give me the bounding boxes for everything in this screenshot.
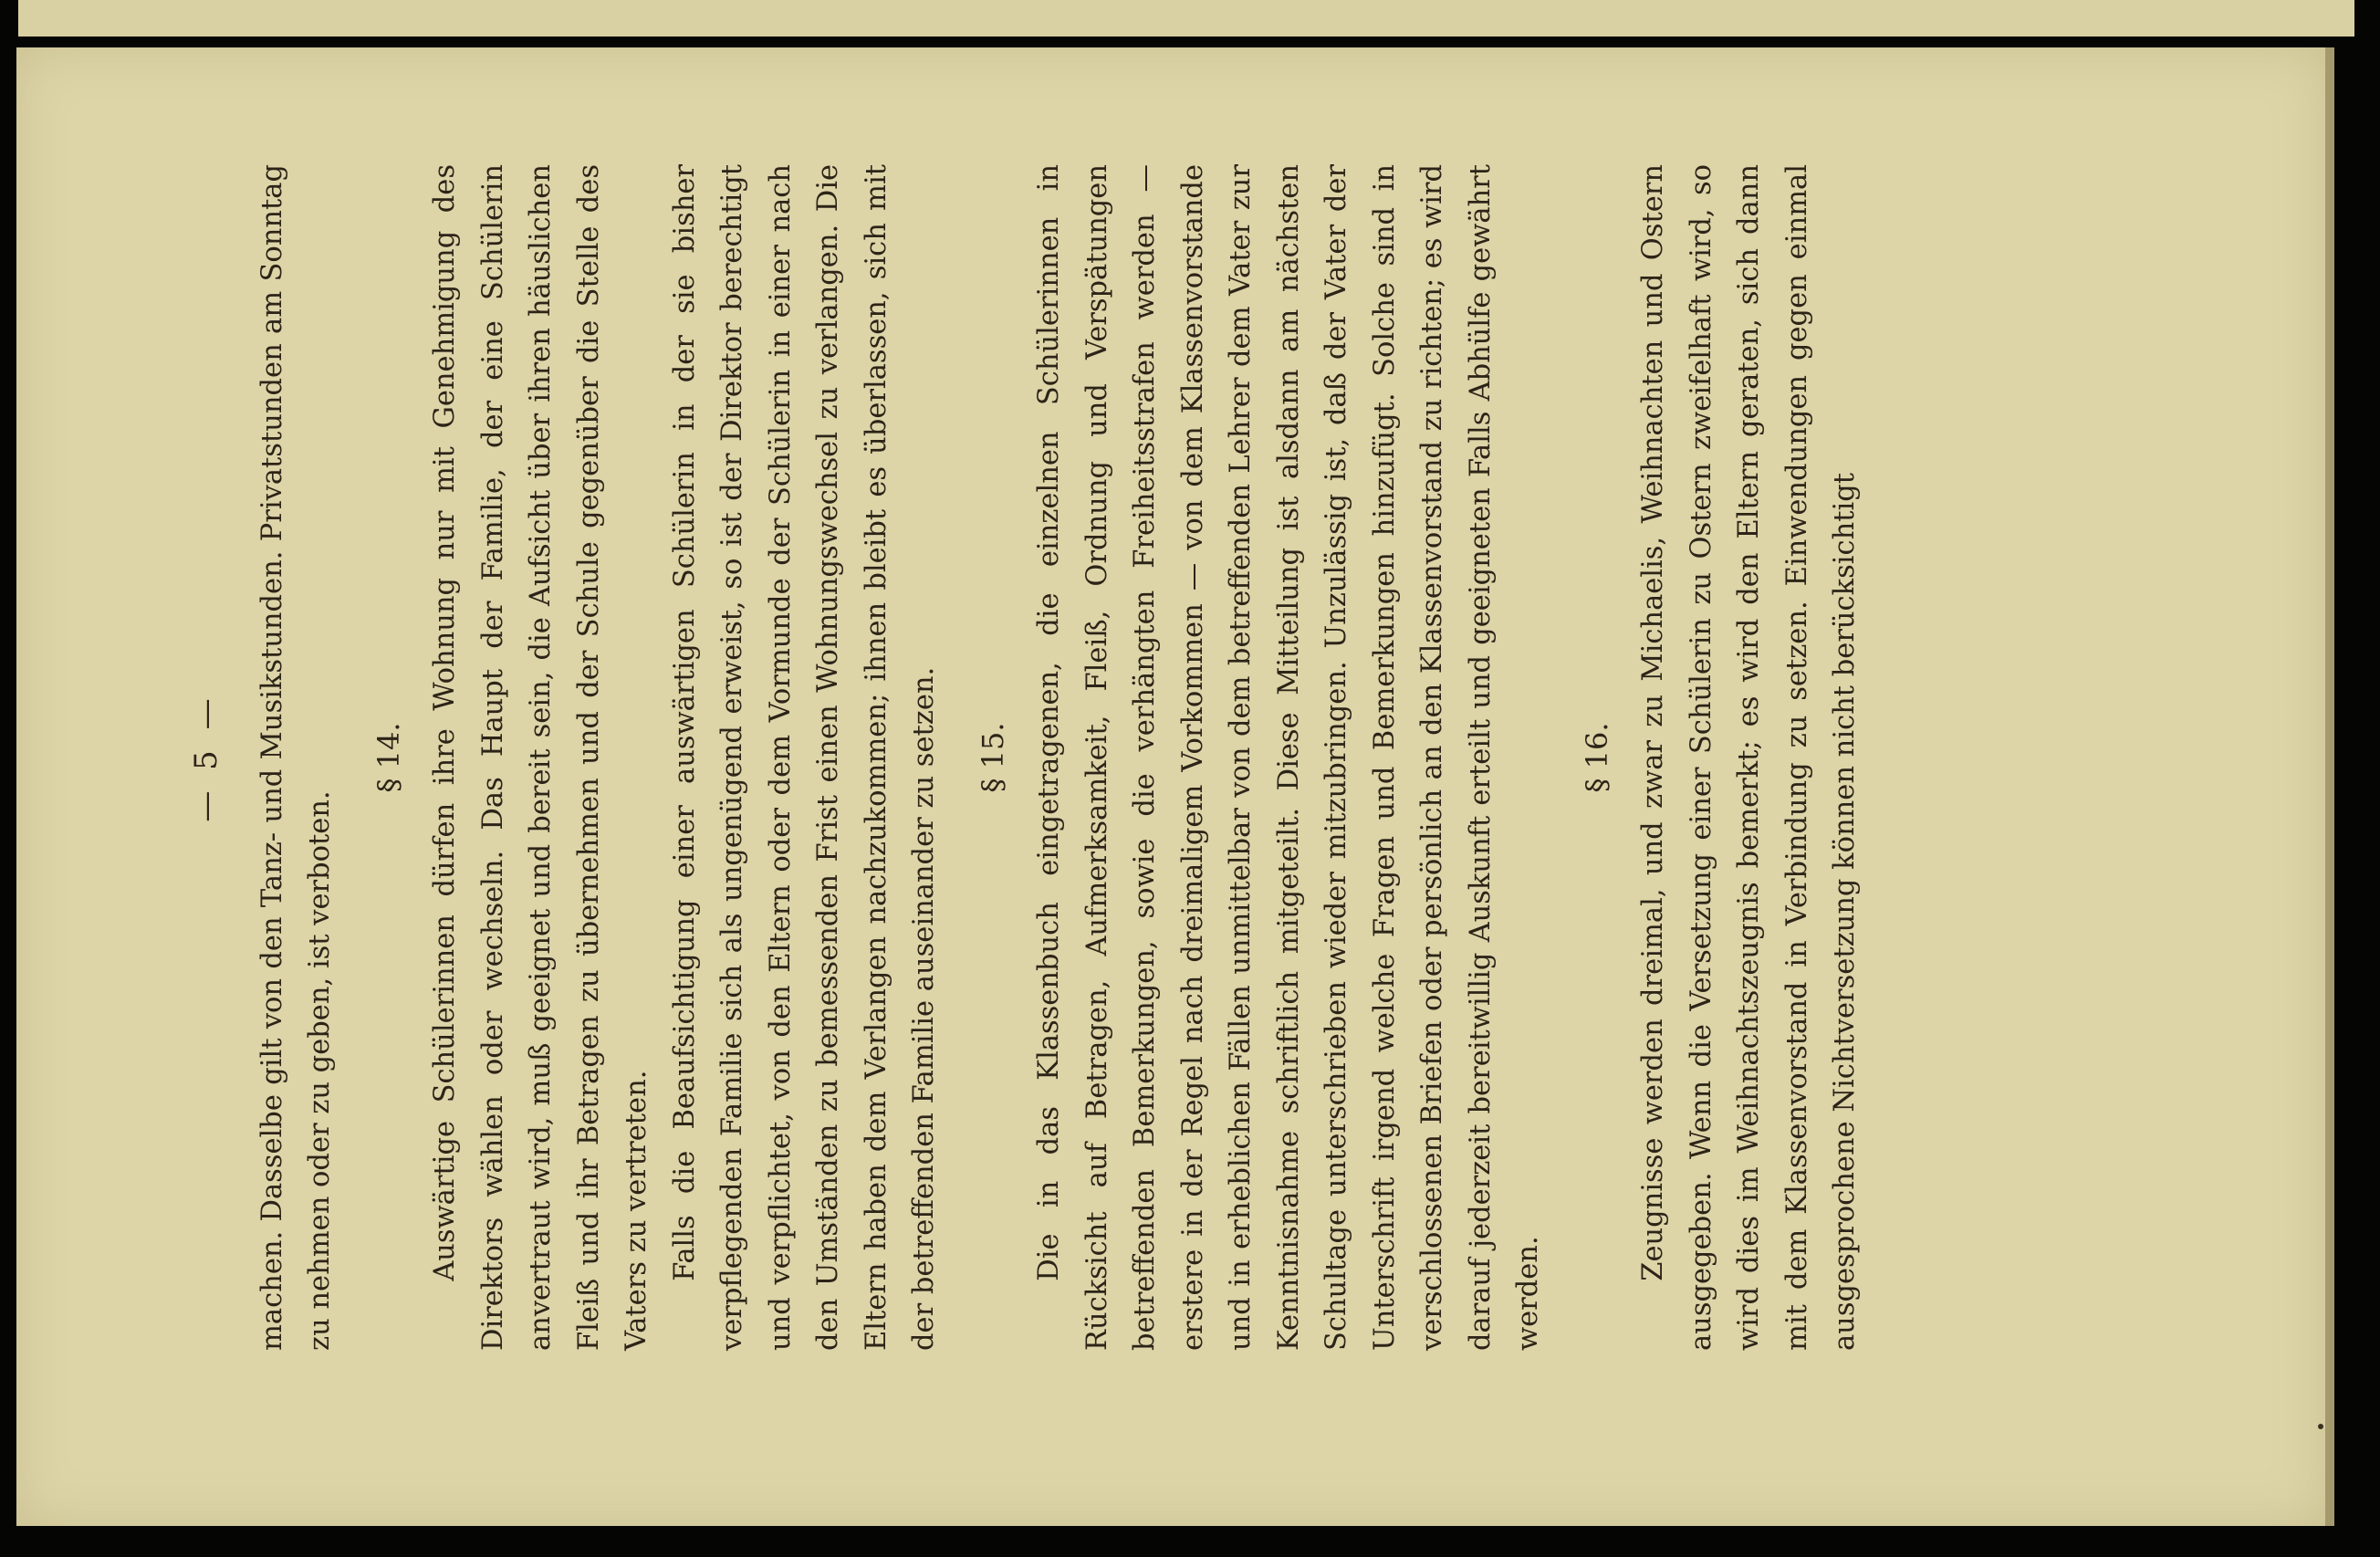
page-number: — 5 —: [188, 693, 224, 822]
section-heading-16: § 16.: [1579, 722, 1614, 793]
section-14: [365, 164, 949, 1351]
opening-paragraph: machen. Dasselbe gilt von den Tanz- und Musikstunden. Privatstunden am Sonntag zu nehmen oder zu geben, ist verboten.: [256, 164, 336, 1351]
section-14-paragraph-1: Auswärtige Schülerinnen dürfen ihre Wohnung nur mit Genehmigung des Direktors wählen oder wechseln. Das Haupt der Familie, der eine Schülerin anvertraut wird, muß geeignet und bereit sein, die Aufsicht über ihren häuslichen Fleiß und ihr Betragen zu übernehmen und der Schule gegenüber die Stelle des Vaters zu vertreten.: [429, 164, 652, 1351]
section-heading-14: § 14.: [371, 722, 406, 793]
section-16: [1573, 164, 1870, 1351]
section-heading-15: § 15.: [975, 722, 1010, 793]
section-16-paragraph-1: Zeugnisse werden dreimal, und zwar zu Michaelis, Weihnachten und Ostern ausgegeben. Wenn die Versetzung einer Schülerin zu Ostern zweifelhaft wird, so wird dies im Weihnachtszeugnis bemerkt; es wird den Eltern geraten, sich dann mit dem Klassenvorstand in Verbindung zu setzen. Einwendungen gegen einmal ausgesprochene Nichtversetzung können nicht berücksichtigt: [1637, 164, 1861, 1351]
page-edge: [2325, 47, 2334, 1526]
underlying-page-strip: [18, 0, 2354, 37]
page-text-rotated: [183, 164, 2099, 1351]
section-14-paragraph-2: Falls die Beaufsichtigung einer auswärtigen Schülerin in der sie bisher verpflegenden Familie sich als ungenügend erweist, so ist der Direktor berechtigt und verpflichtet, von den Eltern oder dem Vormunde der Schülerin in einer nach den Umständen zu bemessenden Frist einen Wohnungswechsel zu verlangen. Die Eltern haben dem Verlangen nachzukommen; ihnen bleibt es überlassen, sich mit der betreffenden Familie auseinander zu setzen.: [668, 164, 940, 1351]
section-15-paragraph-1: Die in das Klassenbuch eingetragenen, die einzelnen Schülerinnen in Rücksicht auf Betragen, Aufmerksamkeit, Fleiß, Ordnung und Verspätungen betreffenden Bemerkungen, sowie die verhängten Freiheitsstrafen werden — erstere in der Regel nach dreimaligem Vorkommen — von dem Klassenvorstande und in erheblichen Fällen unmittelbar von dem betreffenden Lehrer dem Vater zur Kenntnisnahme schriftlich mitgeteilt. Diese Mitteilung ist alsdann am nächsten Schultage unterschrieben wieder mitzubringen. Unzulässig ist, daß der Vater der Unterschrift irgend welche Fragen und Bemerkungen hinzufügt. Solche sind in verschlossenen Briefen oder persönlich an den Klassenvorstand zu richten; es wird darauf jederzeit bereitwillig Auskunft erteilt und geeigneten Falls Abhülfe gewährt werden.: [1033, 164, 1544, 1351]
ink-spot: [2318, 1424, 2323, 1429]
section-15: [969, 164, 1553, 1351]
